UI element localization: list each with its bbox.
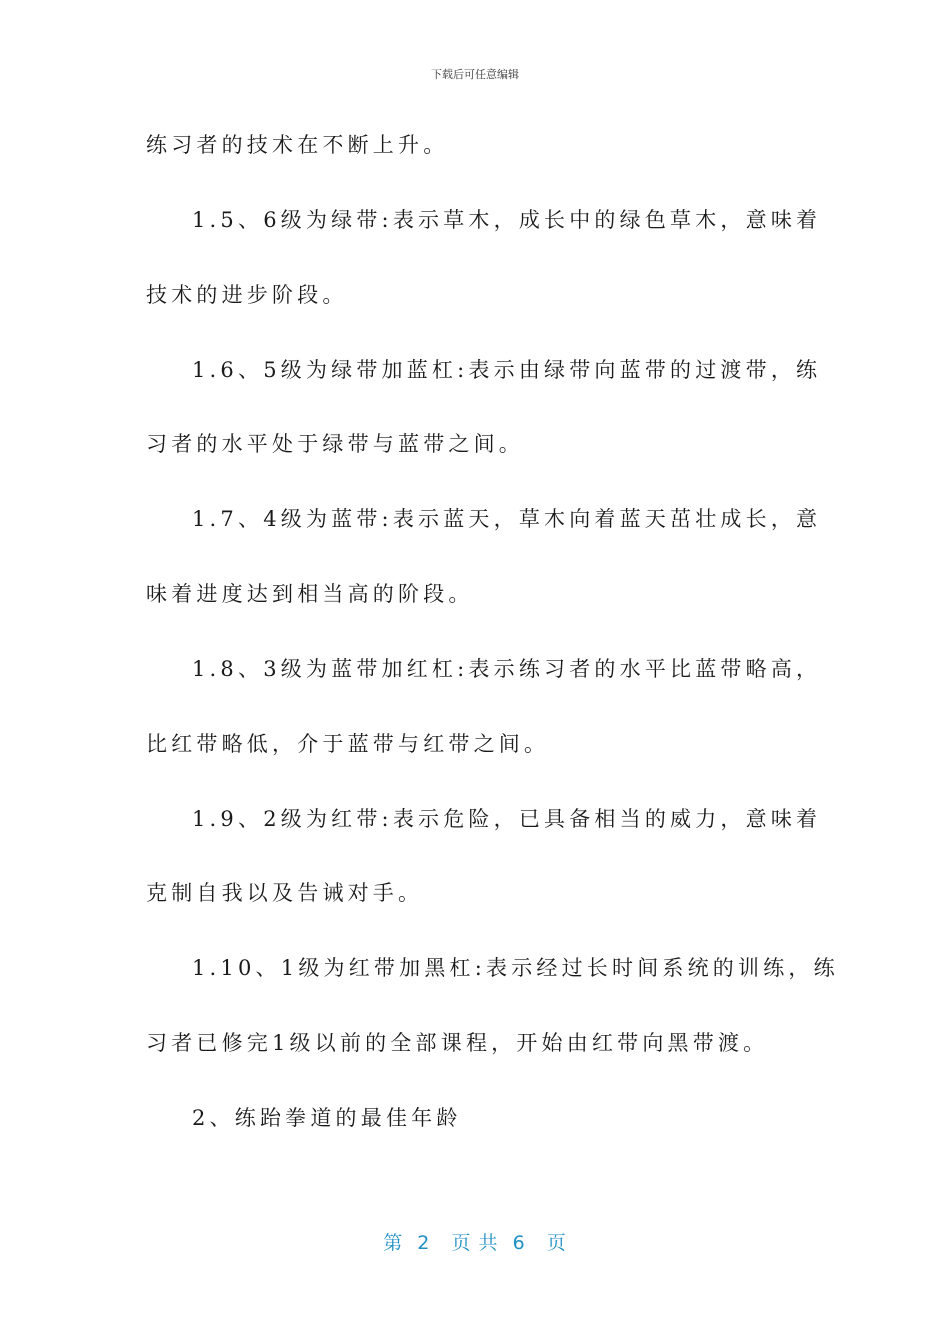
body-line: 克制自我以及告诫对手。	[146, 881, 424, 905]
body-line: 1.8、3级为蓝带加红杠:表示练习者的水平比蓝带略高，	[192, 657, 822, 681]
page-header-note: 下载后可任意编辑	[431, 68, 519, 81]
body-line: 1.6、5级为绿带加蓝杠:表示由绿带向蓝带的过渡带，练	[192, 358, 822, 382]
body-line: 习者已修完1级以前的全部课程，开始由红带向黑带渡。	[146, 1031, 769, 1055]
body-line: 1.5、6级为绿带:表示草木，成长中的绿色草木，意味着	[192, 208, 822, 232]
body-line: 1.9、2级为红带:表示危险，已具备相当的威力，意味着	[192, 807, 822, 831]
body-line: 练习者的技术在不断上升。	[146, 133, 449, 157]
body-line: 1.10、1级为红带加黑杠:表示经过长时间系统的训练，练	[192, 956, 839, 980]
section-heading: 2、练跆拳道的最佳年龄	[192, 1106, 462, 1130]
body-line: 技术的进步阶段。	[146, 283, 348, 307]
body-line: 味着进度达到相当高的阶段。	[146, 582, 474, 606]
page-number-footer: 第 2 页 共 6 页	[383, 1232, 567, 1254]
body-line: 1.7、4级为蓝带:表示蓝天，草木向着蓝天茁壮成长，意	[192, 507, 822, 531]
body-line: 比红带略低，介于蓝带与红带之间。	[146, 732, 550, 756]
body-line: 习者的水平处于绿带与蓝带之间。	[146, 432, 524, 456]
